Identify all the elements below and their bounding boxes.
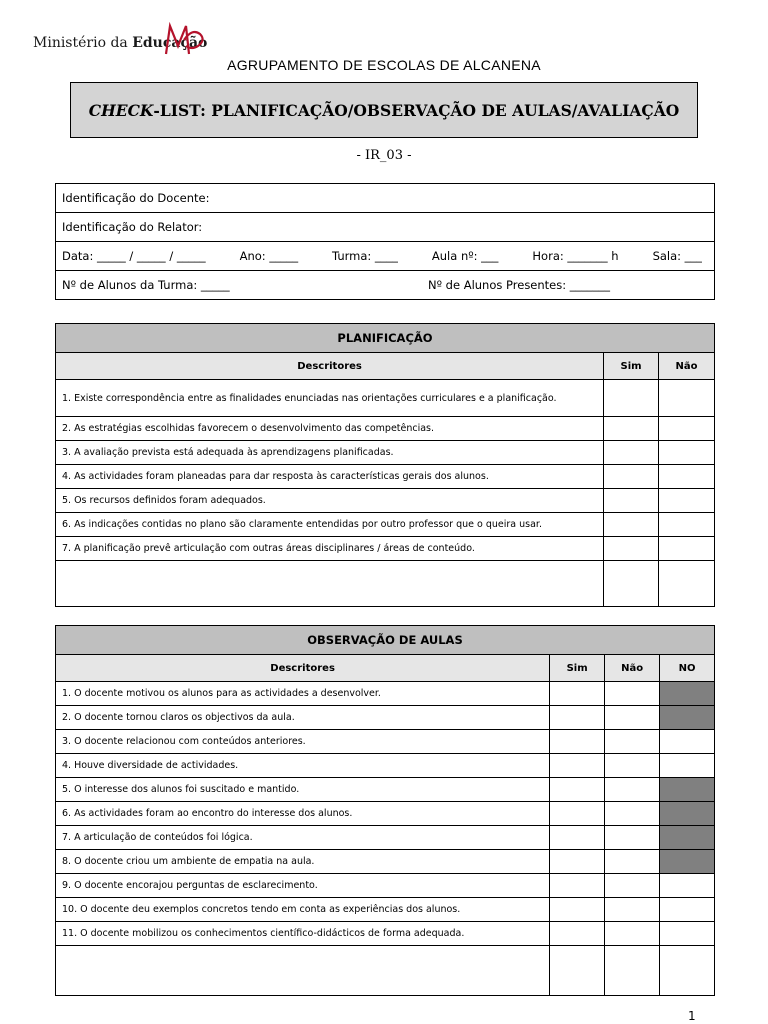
blank-desc-cell[interactable] xyxy=(56,946,550,996)
title-rest: -LIST: PLANIFICAÇÃO/OBSERVAÇÃO DE AULAS/AVALIAÇÃO xyxy=(153,100,680,120)
no-cell-shaded xyxy=(660,826,715,850)
no-cell-shaded xyxy=(660,778,715,802)
table-row: 6. As indicações contidas no plano são claramente entendidas por outro professor que o queira usar. xyxy=(56,513,715,537)
table-row: 4. Houve diversidade de actividades. xyxy=(56,754,715,778)
no-cell-shaded xyxy=(660,706,715,730)
table-row: 8. O docente criou um ambiente de empatia na aula. xyxy=(56,850,715,874)
nao-cell[interactable] xyxy=(659,465,715,489)
sim-cell[interactable] xyxy=(604,441,659,465)
alunos-turma-field[interactable]: Nº de Alunos da Turma: _____ xyxy=(62,278,230,292)
nao-cell[interactable] xyxy=(659,489,715,513)
no-cell[interactable] xyxy=(660,754,715,778)
sim-cell[interactable] xyxy=(550,946,605,996)
sim-cell[interactable] xyxy=(604,561,659,607)
table-row: 3. O docente relacionou com conteúdos anteriores. xyxy=(56,730,715,754)
planificacao-table xyxy=(55,323,715,607)
col-nao: Não xyxy=(605,655,660,682)
turma-field[interactable]: Turma: ____ xyxy=(332,249,398,263)
docente-field[interactable]: Identificação do Docente: xyxy=(56,184,715,213)
no-cell-shaded xyxy=(660,802,715,826)
ano-field[interactable]: Ano: _____ xyxy=(239,249,299,263)
col-sim: Sim xyxy=(550,655,605,682)
document-code: - IR_03 - xyxy=(356,148,412,163)
col-sim: Sim xyxy=(604,353,659,380)
col-nao: Não xyxy=(659,353,715,380)
sim-cell[interactable] xyxy=(604,537,659,561)
col-descritores: Descritores xyxy=(56,655,550,682)
nao-cell[interactable] xyxy=(605,922,660,946)
sim-cell[interactable] xyxy=(550,730,605,754)
table-row: 7. A articulação de conteúdos foi lógica. xyxy=(56,826,715,850)
sim-cell[interactable] xyxy=(604,465,659,489)
aula-field[interactable]: Aula nº: ___ xyxy=(431,249,499,263)
nao-cell[interactable] xyxy=(659,513,715,537)
no-cell-shaded xyxy=(660,850,715,874)
title-italic: CHECK xyxy=(88,100,154,120)
sim-cell[interactable] xyxy=(550,682,605,706)
planificacao-title: PLANIFICAÇÃO xyxy=(56,324,715,353)
nao-cell[interactable] xyxy=(605,874,660,898)
observacao-title: OBSERVAÇÃO DE AULAS xyxy=(56,626,715,655)
nao-cell[interactable] xyxy=(605,778,660,802)
table-row: 6. As actividades foram ao encontro do interesse dos alunos. xyxy=(56,802,715,826)
nao-cell[interactable] xyxy=(605,898,660,922)
sim-cell[interactable] xyxy=(604,489,659,513)
table-row: 2. O docente tornou claros os objectivos da aula. xyxy=(56,706,715,730)
sim-cell[interactable] xyxy=(550,754,605,778)
relator-field[interactable]: Identificação do Relator: xyxy=(56,213,715,242)
table-row: 3. A avaliação prevista está adequada às aprendizagens planificadas. xyxy=(56,441,715,465)
alunos-presentes-field[interactable]: Nº de Alunos Presentes: _______ xyxy=(428,278,611,292)
sala-field[interactable]: Sala: ___ xyxy=(652,249,702,263)
col-no: NO xyxy=(660,655,715,682)
sim-cell[interactable] xyxy=(550,802,605,826)
no-cell[interactable] xyxy=(660,946,715,996)
nao-cell[interactable] xyxy=(605,754,660,778)
table-row: 7. A planificação prevê articulação com outras áreas disciplinares / áreas de conteúdo. xyxy=(56,537,715,561)
table-row: 1. Existe correspondência entre as finalidades enunciadas nas orientações curriculares e a planificação. xyxy=(56,380,715,417)
table-row: 11. O docente mobilizou os conhecimentos científico-didácticos de forma adequada. xyxy=(56,922,715,946)
page-number: 1 xyxy=(688,1009,696,1023)
nao-cell[interactable] xyxy=(659,380,715,417)
nao-cell[interactable] xyxy=(605,802,660,826)
nao-cell[interactable] xyxy=(605,826,660,850)
blank-row xyxy=(56,561,715,607)
identification-table xyxy=(55,183,715,300)
table-row: 4. As actividades foram planeadas para dar resposta às características gerais dos alunos. xyxy=(56,465,715,489)
school-name: AGRUPAMENTO DE ESCOLAS DE ALCANENA xyxy=(227,57,541,73)
table-row: 9. O docente encorajou perguntas de esclarecimento. xyxy=(56,874,715,898)
sim-cell[interactable] xyxy=(550,874,605,898)
no-cell[interactable] xyxy=(660,730,715,754)
sim-cell[interactable] xyxy=(604,417,659,441)
nao-cell[interactable] xyxy=(659,441,715,465)
blank-desc-cell[interactable] xyxy=(56,561,604,607)
sim-cell[interactable] xyxy=(604,513,659,537)
no-cell[interactable] xyxy=(660,922,715,946)
sim-cell[interactable] xyxy=(550,922,605,946)
table-row: 2. As estratégias escolhidas favorecem o desenvolvimento das competências. xyxy=(56,417,715,441)
nao-cell[interactable] xyxy=(605,850,660,874)
nao-cell[interactable] xyxy=(605,706,660,730)
sim-cell[interactable] xyxy=(550,850,605,874)
ministry-logo-icon xyxy=(162,20,208,58)
blank-row xyxy=(56,946,715,996)
table-row: 5. O interesse dos alunos foi suscitado e mantido. xyxy=(56,778,715,802)
sim-cell[interactable] xyxy=(550,778,605,802)
hora-field[interactable]: Hora: _______ h xyxy=(532,249,619,263)
table-row: 5. Os recursos definidos foram adequados. xyxy=(56,489,715,513)
observacao-table xyxy=(55,625,715,996)
no-cell[interactable] xyxy=(660,898,715,922)
col-descritores: Descritores xyxy=(56,353,604,380)
data-field[interactable]: Data: _____ / _____ / _____ xyxy=(62,249,206,263)
sim-cell[interactable] xyxy=(550,706,605,730)
nao-cell[interactable] xyxy=(605,946,660,996)
nao-cell[interactable] xyxy=(659,561,715,607)
ministry-name: Ministério da xyxy=(33,35,133,51)
nao-cell[interactable] xyxy=(605,730,660,754)
nao-cell[interactable] xyxy=(659,537,715,561)
table-row: 1. O docente motivou os alunos para as actividades a desenvolver. xyxy=(56,682,715,706)
table-row: 10. O docente deu exemplos concretos tendo em conta as experiências dos alunos. xyxy=(56,898,715,922)
sim-cell[interactable] xyxy=(604,380,659,417)
document-title xyxy=(70,82,698,138)
no-cell-shaded xyxy=(660,682,715,706)
sim-cell[interactable] xyxy=(550,898,605,922)
no-cell[interactable] xyxy=(660,874,715,898)
ministry-name-bold: Educação xyxy=(132,35,208,51)
nao-cell[interactable] xyxy=(605,682,660,706)
nao-cell[interactable] xyxy=(659,417,715,441)
sim-cell[interactable] xyxy=(550,826,605,850)
